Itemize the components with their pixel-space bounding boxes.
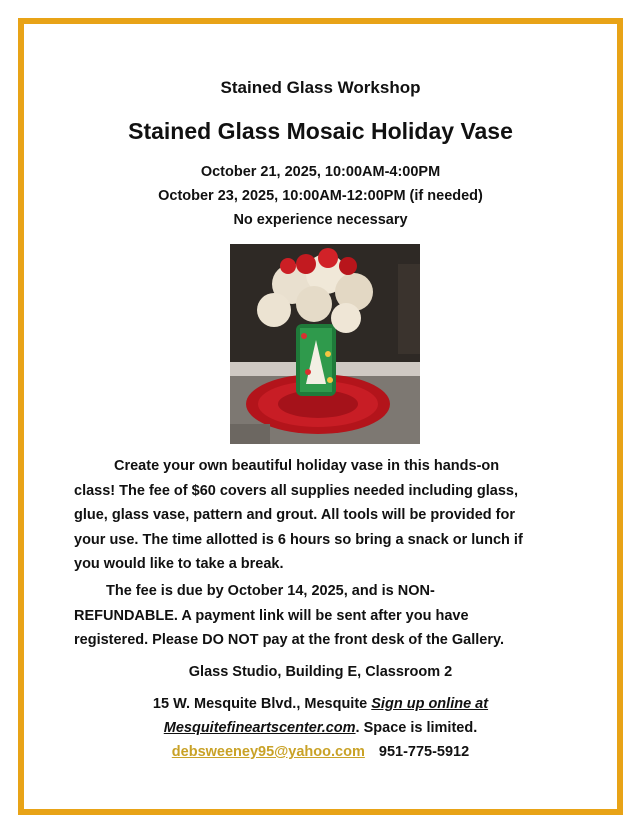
signup-link[interactable]: Sign up online at (371, 696, 489, 712)
phone-number: 951-775-5912 (378, 744, 470, 760)
fee-line: The fee is due by October 14, 2025, and is NON- (106, 583, 435, 599)
space-note: . Space is limited. (355, 720, 478, 736)
date-line-1: October 21, 2025, 10:00AM-4:00PM (200, 164, 441, 180)
flyer-border (18, 18, 623, 815)
email-link[interactable]: debsweeney95@yahoo.com (171, 744, 365, 760)
fee-line: REFUNDABLE. A payment link will be sent after you have (74, 607, 469, 624)
vase-illustration (230, 244, 420, 444)
description-line: class! The fee of $60 covers all supplies needed including glass, (74, 482, 519, 499)
page-title: Stained Glass Mosaic Holiday Vase (128, 118, 513, 144)
description-paragraph (74, 454, 574, 577)
fee-paragraph (74, 579, 574, 653)
date-line-2: October 23, 2025, 10:00AM-12:00PM (if needed) (158, 188, 483, 204)
address-text: 15 W. Mesquite Blvd., Mesquite (152, 696, 368, 712)
description-line: your use. The time allotted is 6 hours so bring a snack or lunch if (74, 531, 523, 548)
workshop-subtitle: Stained Glass Workshop (220, 78, 421, 97)
address-block (24, 692, 617, 740)
vase-photo (230, 244, 420, 444)
flyer-content (24, 24, 617, 809)
description-line: you would like to take a break. (74, 556, 284, 572)
contact-line (24, 744, 617, 760)
experience-note: No experience necessary (233, 212, 408, 228)
description-line: glue, glass vase, pattern and grout. All tools will be provided for (74, 507, 515, 523)
location-line: Glass Studio, Building E, Classroom 2 (188, 664, 453, 680)
description-line: Create your own beautiful holiday vase in this hands-on (114, 458, 500, 474)
fee-line: registered. Please DO NOT pay at the front desk of the Gallery. (74, 632, 505, 648)
website-link[interactable]: Mesquitefineartscenter.com (163, 720, 356, 736)
